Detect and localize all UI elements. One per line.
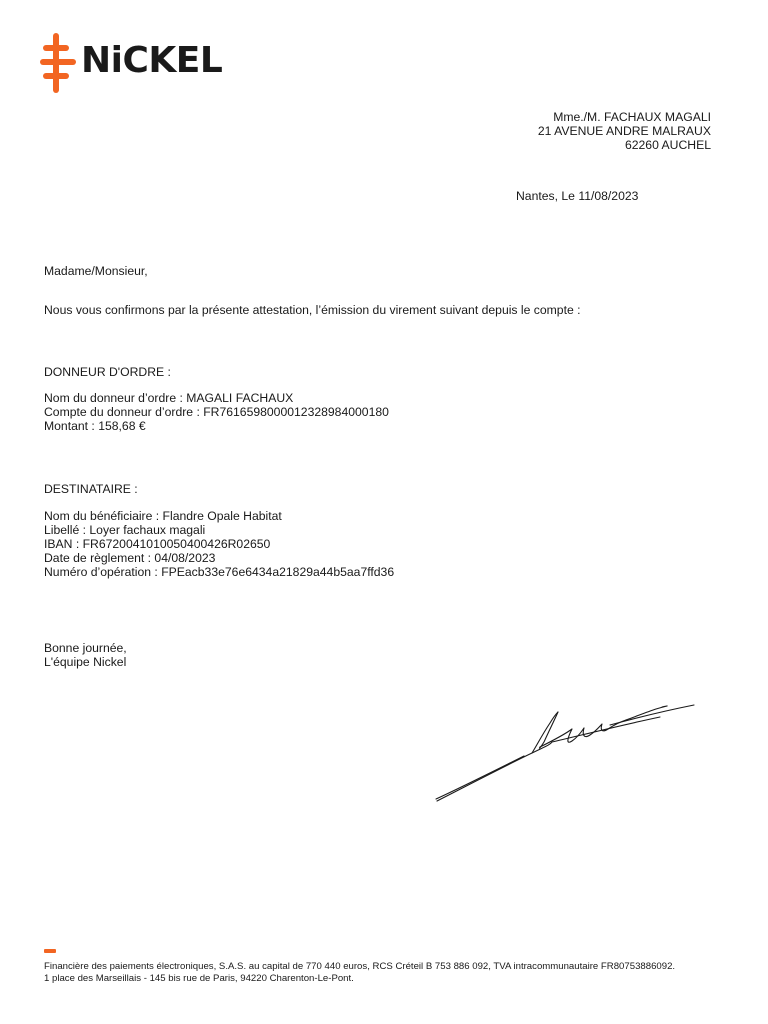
signature-image xyxy=(432,695,702,810)
footer-legal-line: Financière des paiements électroniques, S.A.S. au capital de 770 440 euros, RCS Créteil B 753 886 092, TVA intracommunautaire FR80753886092. xyxy=(44,961,676,972)
intro-text: Nous vous confirmons par la présente attestation, l’émission du virement suivant depuis le compte : xyxy=(44,303,581,317)
closing-greeting: Bonne journée, xyxy=(44,641,127,655)
nickel-logo xyxy=(40,33,230,93)
beneficiary-heading-text: DESTINATAIRE : xyxy=(44,482,138,496)
beneficiary-section-heading xyxy=(44,482,138,496)
beneficiary-name-line: Nom du bénéficiaire : Flandre Opale Habitat xyxy=(44,509,282,523)
label-line: Libellé : Loyer fachaux magali xyxy=(44,523,206,537)
recipient-name: Mme./M. FACHAUX MAGALI xyxy=(553,110,711,124)
closing xyxy=(44,641,127,669)
footer-address-line: 1 place des Marseillais - 145 bis rue de Paris, 94220 Charenton-Le-Pont. xyxy=(44,972,354,984)
settlement-date-line: Date de règlement : 04/08/2023 xyxy=(44,551,216,565)
salutation-text: Madame/Monsieur, xyxy=(44,264,148,278)
donor-account-line: Compte du donneur d’ordre : FR7616598000012328984000180 xyxy=(44,405,389,419)
donor-heading-text: DONNEUR D'ORDRE : xyxy=(44,365,171,379)
beneficiary-details xyxy=(44,509,394,579)
donor-details xyxy=(44,391,389,433)
amount-line: Montant : 158,68 € xyxy=(44,419,146,433)
donor-section-heading xyxy=(44,365,171,379)
place-date: Nantes, Le 11/08/2023 xyxy=(516,189,639,203)
salutation xyxy=(44,264,148,278)
footer xyxy=(44,961,675,984)
intro-paragraph xyxy=(44,303,581,317)
brand-name: NiCKEL xyxy=(81,40,223,81)
closing-team: L'équipe Nickel xyxy=(44,655,127,669)
footer-accent-mark xyxy=(44,949,56,953)
recipient-street: 21 AVENUE ANDRE MALRAUX xyxy=(537,124,711,138)
operation-number-line: Numéro d’opération : FPEacb33e76e6434a21829a44b5aa7ffd36 xyxy=(44,565,395,579)
donor-name-line: Nom du donneur d’ordre : MAGALI FACHAUX xyxy=(44,391,294,405)
recipient-address xyxy=(538,110,711,152)
recipient-city: 62260 AUCHEL xyxy=(624,138,711,152)
iban-line: IBAN : FR6720041010050400426R02650 xyxy=(44,537,271,551)
nickel-logo-mark-icon xyxy=(40,33,80,93)
